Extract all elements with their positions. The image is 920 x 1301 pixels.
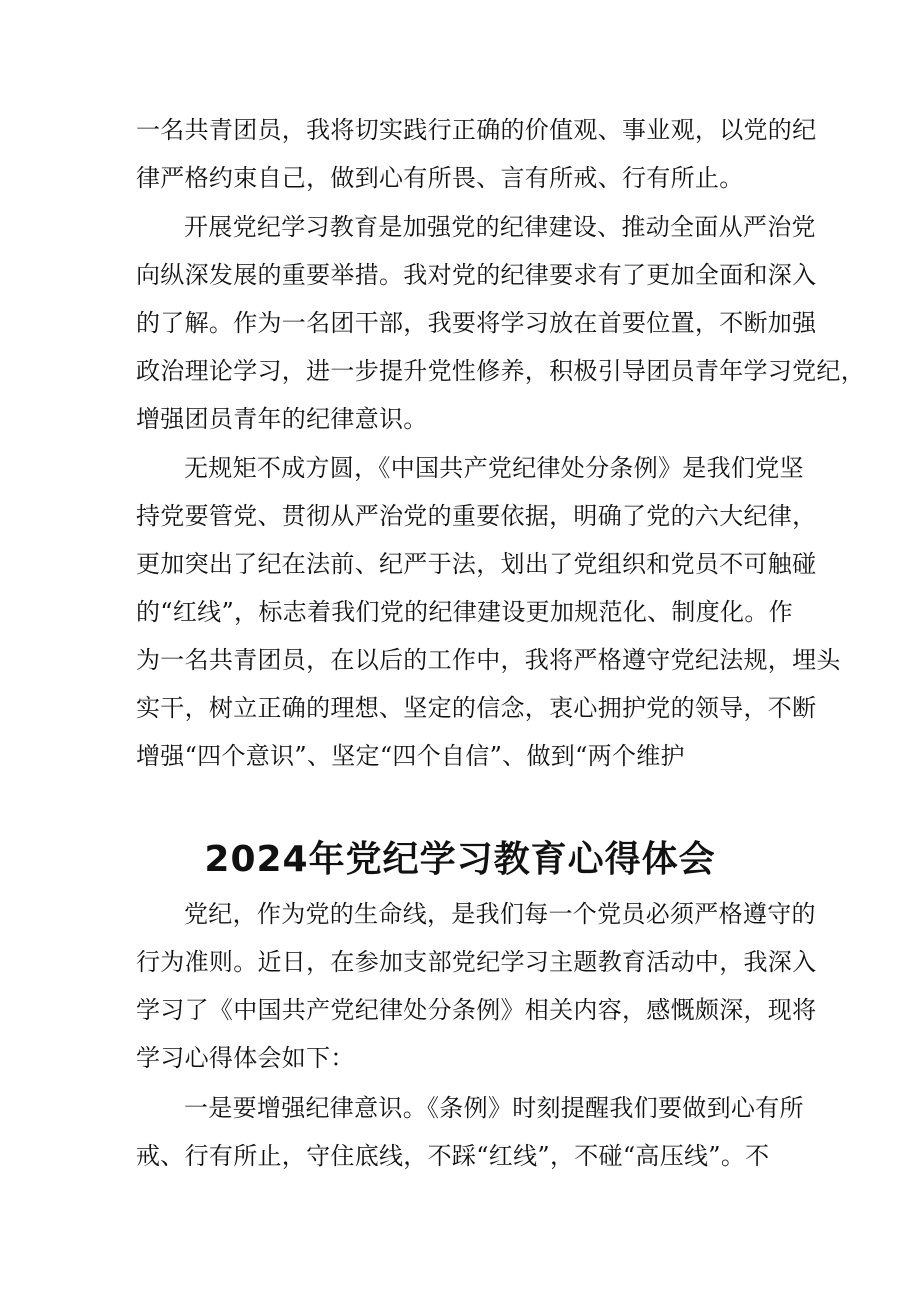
paragraph-point-one — [136, 1084, 804, 1180]
paragraph-line: 一名共青团员，我将切实践行正确的价值观、事业观，以党的纪 — [136, 116, 817, 144]
continued-paragraph — [136, 106, 817, 202]
paragraph-line: 学习了《中国共产党纪律处分条例》相关内容，感慨颇深，现将 — [136, 996, 817, 1024]
paragraph-line: 行为准则。近日，在参加支部党纪学习主题教育活动中，我深入 — [136, 948, 817, 976]
paragraph-line: 向纵深发展的重要举措。我对党的纪律要求有了更加全面和深入 — [136, 261, 817, 289]
paragraph-line: 实干，树立正确的理想、坚定的信念，衷心拥护党的领导，不断 — [136, 694, 817, 722]
paragraph-line: 的“红线”，标志着我们党的纪律建设更加规范化、制度化。作 — [136, 598, 793, 626]
paragraph-line: 无规矩不成方圆，《中国共产党纪律处分条例》是我们党坚 — [184, 454, 804, 482]
paragraph-line: 的了解。作为一名团干部，我要将学习放在首要位置，不断加强 — [136, 309, 817, 337]
paragraph-line: 增强团员青年的纪律意识。 — [136, 405, 428, 433]
paragraph-regulations — [136, 444, 841, 780]
paragraph-introduction — [136, 890, 817, 1082]
paragraph-line: 党纪，作为党的生命线，是我们每一个党员必须严格遵守的 — [184, 900, 816, 928]
paragraph-line: 政治理论学习，进一步提升党性修养，积极引导团员青年学习党纪， — [136, 357, 865, 385]
paragraph-line: 律严格约束自己，做到心有所畏、言有所戒、行有所止。 — [136, 164, 744, 192]
document-title: 2024年党纪学习教育心得体会 — [204, 839, 716, 880]
paragraph-line: 持党要管党、贯彻从严治党的重要依据，明确了党的六大纪律， — [136, 502, 817, 530]
paragraph-line: 一是要增强纪律意识。《条例》时刻提醒我们要做到心有所 — [184, 1094, 804, 1122]
paragraph-party-discipline-education — [136, 203, 865, 443]
paragraph-line: 学习心得体会如下： — [136, 1044, 355, 1072]
paragraph-line: 增强“四个意识”、坚定“四个自信”、做到“两个维护 — [136, 742, 685, 770]
paragraph-line: 戒、行有所止，守住底线，不踩“红线”，不碰“高压线”。不 — [136, 1142, 770, 1170]
paragraph-line: 更加突出了纪在法前、纪严于法，划出了党组织和党员不可触碰 — [136, 550, 817, 578]
paragraph-line: 开展党纪学习教育是加强党的纪律建设、推动全面从严治党 — [184, 213, 816, 241]
paragraph-line: 为一名共青团员，在以后的工作中，我将严格遵守党纪法规，埋头 — [136, 646, 841, 674]
